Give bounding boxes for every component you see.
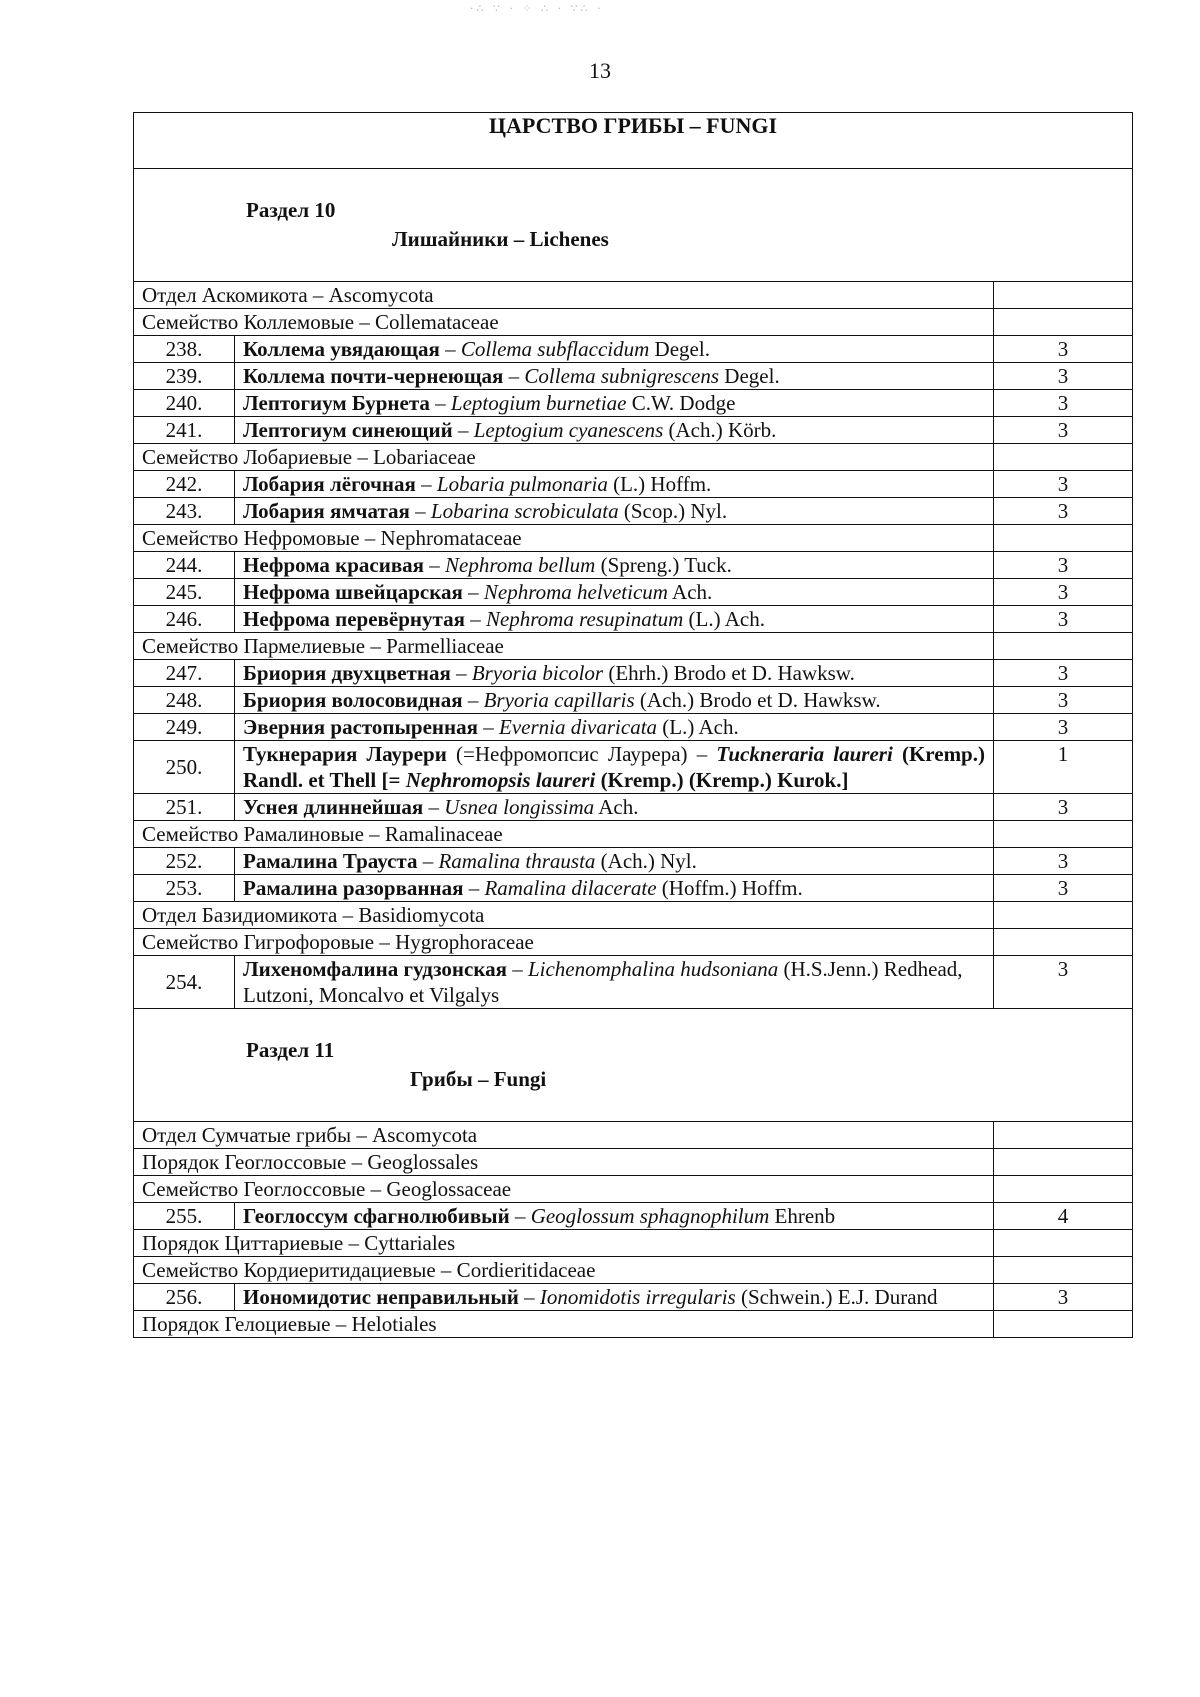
category-cell: 4 <box>994 1203 1133 1230</box>
russian-name: Лобария ямчатая <box>243 499 410 523</box>
red-book-table <box>133 112 1133 1338</box>
section-title: Раздел 10 <box>246 198 336 222</box>
species-row <box>134 714 1133 741</box>
group-heading: Отдел Аскомикота – Ascomycota <box>134 282 994 309</box>
russian-name: Лептогиум синеющий <box>243 418 453 442</box>
group-heading: Порядок Циттариевые – Cyttariales <box>134 1230 994 1257</box>
separator: – <box>452 418 474 442</box>
separator: – <box>409 499 431 523</box>
category-cell <box>994 282 1133 309</box>
category-cell: 3 <box>994 606 1133 633</box>
group-row <box>134 633 1133 660</box>
category-cell: 3 <box>994 848 1133 875</box>
category-cell: 3 <box>994 471 1133 498</box>
entry-number: 241. <box>134 417 235 444</box>
russian-name: Нефрома красивая <box>243 553 425 577</box>
entry-number: 245. <box>134 579 235 606</box>
russian-name: Уснея длиннейшая <box>243 795 424 819</box>
russian-name: Лептогиум Бурнета <box>243 391 430 415</box>
entry-number: 252. <box>134 848 235 875</box>
russian-name: Лобария лёгочная <box>243 472 416 496</box>
separator: – <box>417 849 439 873</box>
category-cell <box>994 525 1133 552</box>
author-citation: (L.) Ach. <box>683 607 765 631</box>
species-row <box>134 956 1133 1009</box>
entry-number: 244. <box>134 552 235 579</box>
species-name <box>235 1284 994 1311</box>
category-cell: 3 <box>994 660 1133 687</box>
group-row <box>134 282 1133 309</box>
category-cell: 3 <box>994 417 1133 444</box>
entry-number: 246. <box>134 606 235 633</box>
group-heading: Семейство Кордиеритидациевые – Cordieritidaceae <box>134 1257 994 1284</box>
species-row <box>134 875 1133 902</box>
species-name <box>235 552 994 579</box>
category-cell: 3 <box>994 336 1133 363</box>
section-11 <box>134 1009 1133 1122</box>
species-name <box>235 579 994 606</box>
section-subtitle: Грибы – Fungi <box>410 1067 547 1091</box>
separator: – <box>450 661 472 685</box>
group-row <box>134 1149 1133 1176</box>
section-subtitle: Лишайники – Lichenes <box>392 227 609 251</box>
species-name <box>235 336 994 363</box>
species-name <box>235 390 994 417</box>
separator: – <box>503 364 525 388</box>
latin-name: Bryoria capillaris <box>483 688 635 712</box>
group-heading: Семейство Геоглоссовые – Geoglossaceae <box>134 1176 994 1203</box>
author-citation: (Ach.) Körb. <box>663 418 777 442</box>
group-row <box>134 444 1133 471</box>
species-row <box>134 579 1133 606</box>
separator: – <box>415 472 437 496</box>
kingdom-title: ЦАРСТВО ГРИБЫ – FUNGI <box>134 113 1133 169</box>
latin-name: Geoglossum sphagnophilum <box>530 1204 770 1228</box>
separator: – <box>429 391 451 415</box>
entry-number: 240. <box>134 390 235 417</box>
category-cell: 3 <box>994 498 1133 525</box>
russian-name: Бриория волосовидная <box>243 688 463 712</box>
species-row <box>134 848 1133 875</box>
species-row <box>134 1284 1133 1311</box>
group-heading: Семейство Рамалиновые – Ramalinaceae <box>134 821 994 848</box>
category-cell: 1 <box>994 741 1133 794</box>
author-citation: (Ach.) Nyl. <box>595 849 697 873</box>
category-cell: 3 <box>994 687 1133 714</box>
author-citation: Degel. <box>649 337 710 361</box>
group-row <box>134 1230 1133 1257</box>
group-row <box>134 1311 1133 1338</box>
russian-name: Иономидотис неправильный <box>243 1285 519 1309</box>
section-title: Раздел 11 <box>246 1038 335 1062</box>
latin-name: Nephroma resupinatum <box>485 607 684 631</box>
russian-name: Нефрома перевёрнутая <box>243 607 465 631</box>
species-name <box>235 956 994 1009</box>
category-cell <box>994 1311 1133 1338</box>
species-name <box>235 741 994 794</box>
separator: – <box>518 1285 540 1309</box>
group-heading: Семейство Коллемовые – Collemataceae <box>134 309 994 336</box>
latin-name: Leptogium burnetiae <box>450 391 627 415</box>
group-row <box>134 1176 1133 1203</box>
separator: – <box>478 715 499 739</box>
species-name <box>235 606 994 633</box>
latin-name: Nephroma helveticum <box>483 580 668 604</box>
russian-name: Тукнерария Лаурери <box>243 742 447 766</box>
species-name <box>235 417 994 444</box>
author-citation: C.W. Dodge <box>626 391 736 415</box>
russian-name: Рамалина разорванная <box>243 876 464 900</box>
author-citation: (Spreng.) Tuck. <box>595 553 732 577</box>
group-row <box>134 902 1133 929</box>
separator: – <box>509 1204 531 1228</box>
author-citation: (L.) Hoffm. <box>607 472 712 496</box>
category-cell <box>994 1176 1133 1203</box>
entry-number: 243. <box>134 498 235 525</box>
latin-name: Ramalina thrausta <box>438 849 596 873</box>
group-heading: Семейство Пармелиевые – Parmelliaceae <box>134 633 994 660</box>
species-row <box>134 741 1133 794</box>
category-cell: 3 <box>994 1284 1133 1311</box>
category-cell <box>994 444 1133 471</box>
latin-name: Leptogium cyanescens <box>473 418 664 442</box>
category-cell <box>994 1149 1133 1176</box>
category-cell: 3 <box>994 390 1133 417</box>
entry-number: 256. <box>134 1284 235 1311</box>
species-row <box>134 606 1133 633</box>
category-cell: 3 <box>994 552 1133 579</box>
entry-number: 250. <box>134 741 235 794</box>
latin-name: Lobarina scrobiculata <box>430 499 619 523</box>
group-row <box>134 309 1133 336</box>
species-row <box>134 336 1133 363</box>
category-cell <box>994 1230 1133 1257</box>
scan-artifact: ·∴ ∵ · ⁘ ∴ · ∵∴ · <box>470 2 604 15</box>
author-citation: (Schwein.) E.J. Durand <box>735 1285 938 1309</box>
author-citation: (Hoffm.) Hoffm. <box>656 876 803 900</box>
latin-synonym: Nephromopsis laureri <box>405 768 596 792</box>
species-row <box>134 390 1133 417</box>
section-row <box>134 169 1133 282</box>
author-citation: (L.) Ach. <box>657 715 739 739</box>
species-name <box>235 660 994 687</box>
entry-number: 251. <box>134 794 235 821</box>
group-row <box>134 1122 1133 1149</box>
latin-name: Ionomidotis irregularis <box>539 1285 736 1309</box>
species-name <box>235 794 994 821</box>
category-cell: 3 <box>994 794 1133 821</box>
species-row <box>134 471 1133 498</box>
group-row <box>134 1257 1133 1284</box>
separator: – <box>464 607 486 631</box>
species-name <box>235 471 994 498</box>
latin-name: Ramalina dilacerate <box>484 876 657 900</box>
author-citation: (Kremp.) (Kremp.) Kurok.] <box>595 768 849 792</box>
latin-name: Lobaria pulmonaria <box>436 472 608 496</box>
entry-number: 253. <box>134 875 235 902</box>
category-cell: 3 <box>994 714 1133 741</box>
latin-name: Tuckneraria laureri <box>716 742 893 766</box>
latin-name: Evernia divaricata <box>499 715 658 739</box>
latin-name: Collema subflaccidum <box>460 337 650 361</box>
synonym-note: (=Нефромопсис Лаурера) – <box>446 742 717 766</box>
group-heading: Порядок Гелоциевые – Helotiales <box>134 1311 994 1338</box>
latin-name: Lichenomphalina hudsoniana <box>527 957 779 981</box>
entry-number: 242. <box>134 471 235 498</box>
category-cell <box>994 1122 1133 1149</box>
entry-number: 247. <box>134 660 235 687</box>
species-row <box>134 1203 1133 1230</box>
category-cell <box>994 902 1133 929</box>
russian-name: Эверния растопыренная <box>243 715 478 739</box>
species-name <box>235 714 994 741</box>
category-cell: 3 <box>994 875 1133 902</box>
russian-name: Коллема увядающая <box>243 337 440 361</box>
category-cell <box>994 1257 1133 1284</box>
separator: – <box>439 337 461 361</box>
group-heading: Порядок Геоглоссовые – Geoglossales <box>134 1149 994 1176</box>
author-citation: Ach. <box>594 795 639 819</box>
russian-name: Нефрома швейцарская <box>243 580 463 604</box>
separator: – <box>463 876 485 900</box>
category-cell <box>994 929 1133 956</box>
separator: – <box>462 688 484 712</box>
separator: – <box>506 957 528 981</box>
group-row <box>134 821 1133 848</box>
separator: – <box>462 580 484 604</box>
category-cell: 3 <box>994 363 1133 390</box>
entry-number: 248. <box>134 687 235 714</box>
species-row <box>134 552 1133 579</box>
group-heading: Семейство Гигрофоровые – Hygrophoraceae <box>134 929 994 956</box>
latin-name: Collema subnigrescens <box>524 364 720 388</box>
author-citation: (Ach.) Brodo et D. Hawksw. <box>634 688 881 712</box>
author-citation: (Scop.) Nyl. <box>618 499 728 523</box>
group-row <box>134 929 1133 956</box>
russian-name: Коллема почти-чернеющая <box>243 364 504 388</box>
group-heading: Семейство Нефромовые – Nephromataceae <box>134 525 994 552</box>
entry-number: 255. <box>134 1203 235 1230</box>
group-heading: Отдел Сумчатые грибы – Ascomycota <box>134 1122 994 1149</box>
russian-name: Геоглоссум сфагнолюбивый <box>243 1204 510 1228</box>
russian-name: Лихеномфалина гудзонская <box>243 957 507 981</box>
species-row <box>134 417 1133 444</box>
category-cell: 3 <box>994 579 1133 606</box>
species-row <box>134 687 1133 714</box>
species-name <box>235 498 994 525</box>
species-name <box>235 875 994 902</box>
species-name <box>235 687 994 714</box>
species-name <box>235 848 994 875</box>
species-row <box>134 794 1133 821</box>
author-citation: (Ehrh.) Brodo et D. Hawksw. <box>603 661 855 685</box>
kingdom-row <box>134 113 1133 169</box>
species-name <box>235 363 994 390</box>
category-cell <box>994 821 1133 848</box>
author-citation: Ach. <box>667 580 713 604</box>
entry-number: 249. <box>134 714 235 741</box>
category-cell <box>994 309 1133 336</box>
species-row <box>134 363 1133 390</box>
group-row <box>134 525 1133 552</box>
author-citation: (Kremp.) Randl. et Thell [= <box>243 742 985 792</box>
table-body <box>134 113 1133 1338</box>
entry-number: 238. <box>134 336 235 363</box>
author-citation: (H.S.Jenn.) Redhead, Lutzoni, Moncalvo et Vilgalys <box>243 957 963 1007</box>
author-citation: Ehrenb <box>769 1204 836 1228</box>
russian-name: Бриория двухцветная <box>243 661 451 685</box>
entry-number: 254. <box>134 956 235 1009</box>
page-number: 13 <box>589 58 611 83</box>
species-row <box>134 660 1133 687</box>
group-heading: Семейство Лобариевые – Lobariaceae <box>134 444 994 471</box>
group-heading: Отдел Базидиомикота – Basidiomycota <box>134 902 994 929</box>
entry-number: 239. <box>134 363 235 390</box>
section-row <box>134 1009 1133 1122</box>
separator: – <box>424 553 446 577</box>
category-cell <box>994 633 1133 660</box>
section-10 <box>134 169 1133 282</box>
separator: – <box>423 795 445 819</box>
author-citation: Degel. <box>719 364 780 388</box>
category-cell: 3 <box>994 956 1133 1009</box>
species-name <box>235 1203 994 1230</box>
russian-name: Рамалина Трауста <box>243 849 418 873</box>
latin-name: Bryoria bicolor <box>471 661 604 685</box>
latin-name: Usnea longissima <box>444 795 595 819</box>
latin-name: Nephroma bellum <box>445 553 596 577</box>
species-row <box>134 498 1133 525</box>
